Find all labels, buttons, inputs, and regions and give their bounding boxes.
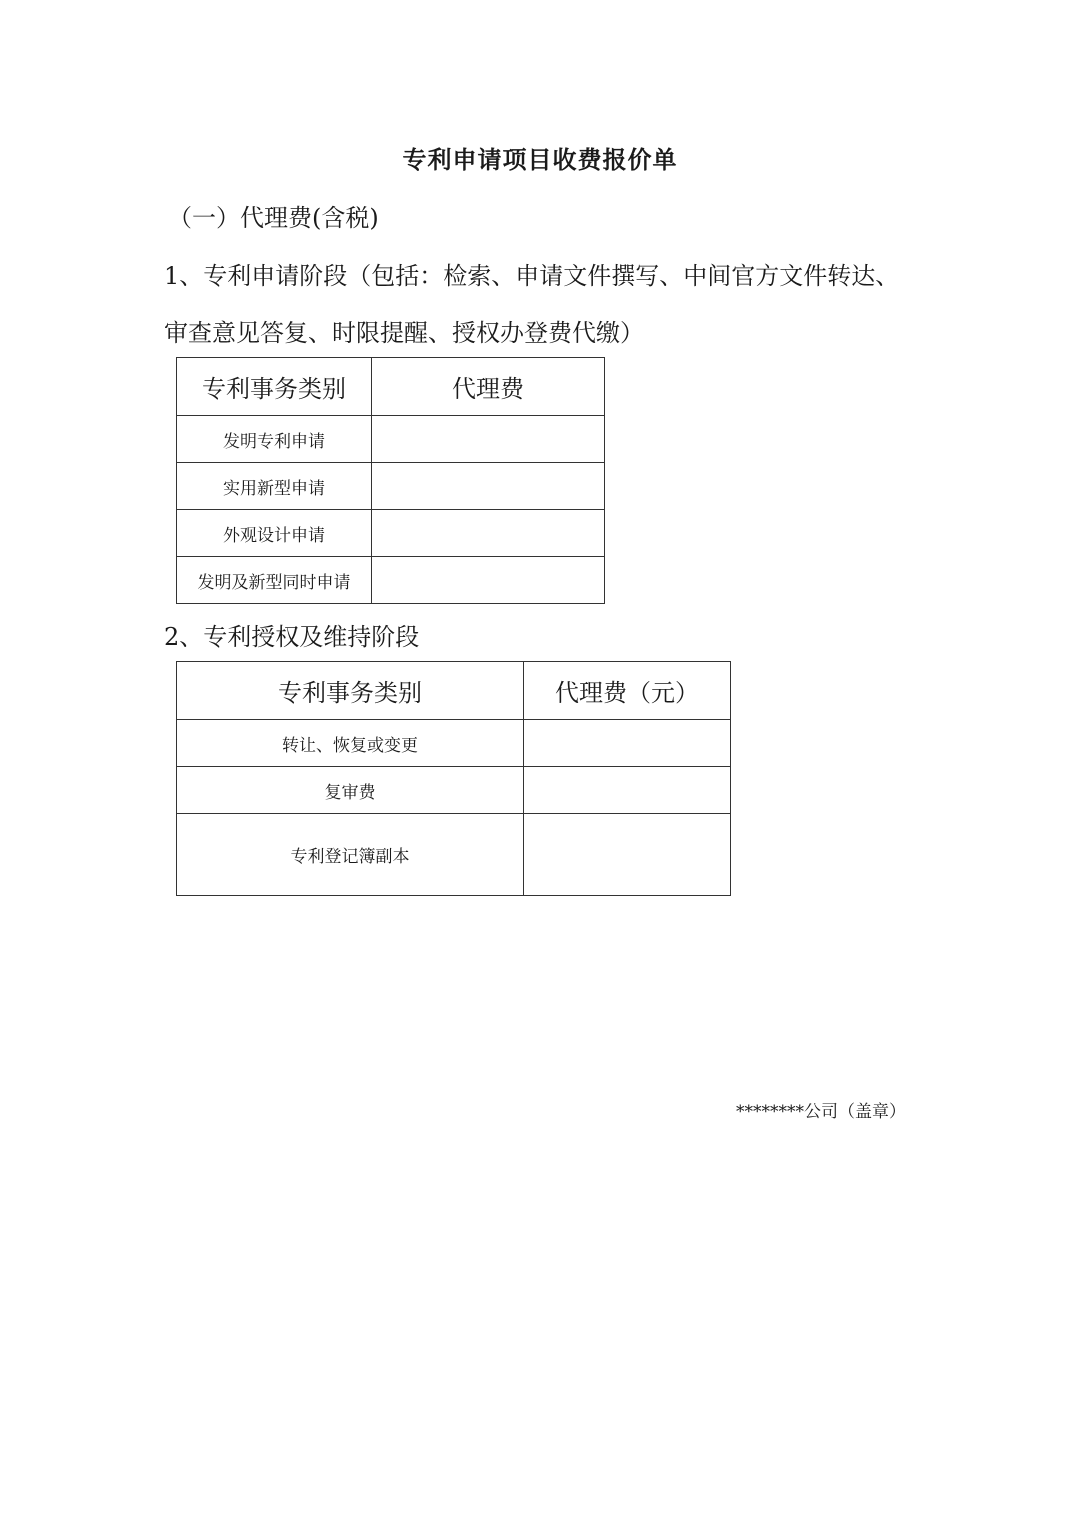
table-row xyxy=(177,814,731,896)
company-stamp-line: ********公司（盖章） xyxy=(736,1102,906,1122)
stage2-description: 2、专利授权及维持阶段 xyxy=(164,623,420,651)
application-stage-fee-table xyxy=(176,357,605,604)
table-row xyxy=(177,720,731,767)
row-fee xyxy=(372,416,605,463)
header-category: 专利事务类别 xyxy=(177,662,524,720)
row-category: 转让、恢复或变更 xyxy=(177,720,524,767)
row-category: 发明及新型同时申请 xyxy=(177,557,372,604)
table-header-row xyxy=(177,662,731,720)
row-fee xyxy=(524,720,731,767)
table-row xyxy=(177,416,605,463)
row-category: 发明专利申请 xyxy=(177,416,372,463)
header-category: 专利事务类别 xyxy=(177,358,372,416)
table-row xyxy=(177,557,605,604)
row-category: 专利登记簿副本 xyxy=(177,814,524,896)
row-fee xyxy=(524,814,731,896)
row-category: 外观设计申请 xyxy=(177,510,372,557)
table-row xyxy=(177,767,731,814)
stage1-description-line1: 1、专利申请阶段（包括：检索、申请文件撰写、中间官方文件转达、 xyxy=(164,262,900,290)
section-heading: （一）代理费(含税) xyxy=(168,204,379,232)
row-fee xyxy=(372,510,605,557)
table-header-row xyxy=(177,358,605,416)
row-fee xyxy=(372,463,605,510)
row-fee xyxy=(372,557,605,604)
header-fee: 代理费（元） xyxy=(524,662,731,720)
header-fee: 代理费 xyxy=(372,358,605,416)
row-category: 实用新型申请 xyxy=(177,463,372,510)
row-fee xyxy=(524,767,731,814)
document-title: 专利申请项目收费报价单 xyxy=(402,145,678,174)
table-row xyxy=(177,463,605,510)
table-row xyxy=(177,510,605,557)
row-category: 复审费 xyxy=(177,767,524,814)
grant-maintenance-fee-table xyxy=(176,661,731,896)
stage1-description-line2: 审查意见答复、时限提醒、授权办登费代缴） xyxy=(164,319,644,347)
